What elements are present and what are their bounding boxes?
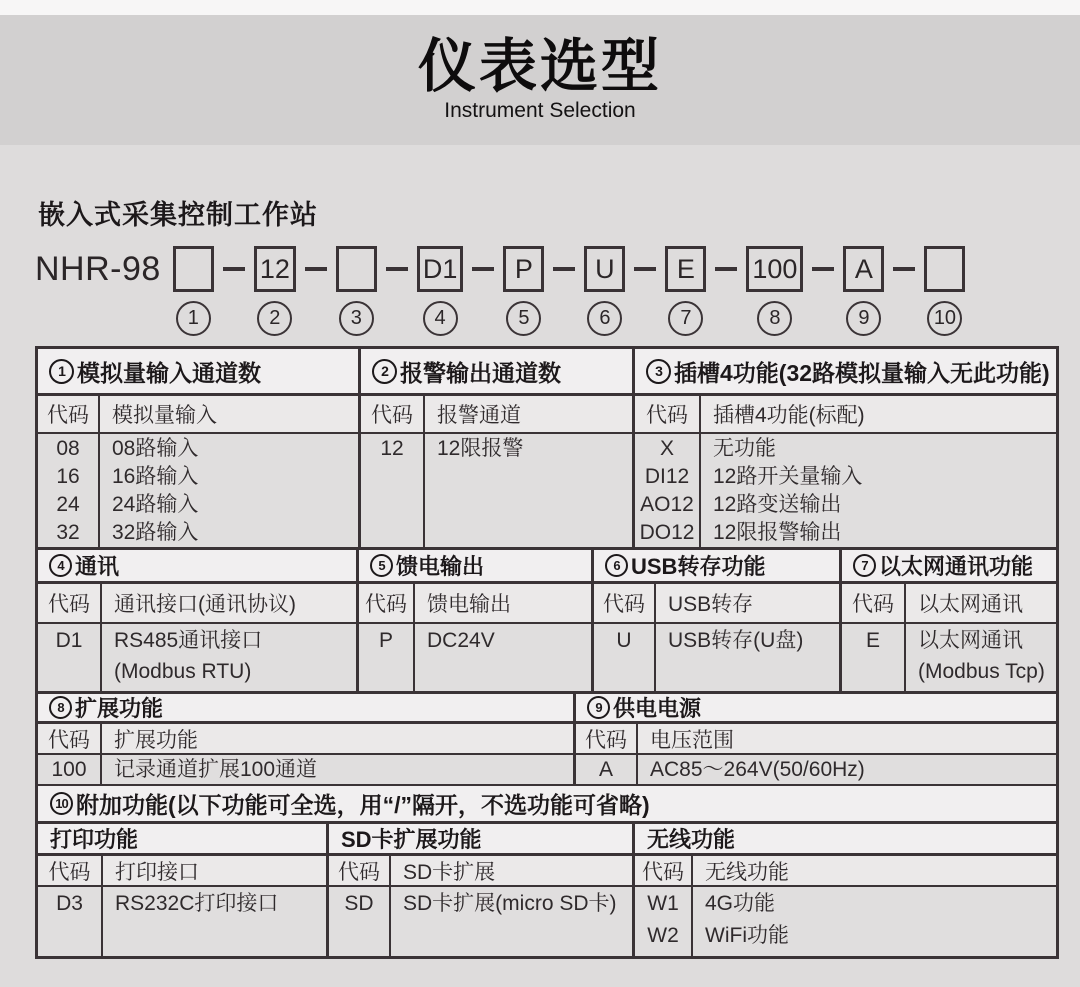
desc-cell: 无功能 [713, 437, 776, 460]
column-header-row [38, 396, 358, 434]
code-cell: DI12 [644, 465, 690, 488]
code-cell: 100 [51, 758, 87, 781]
desc-column [701, 434, 1056, 547]
desc-column [906, 624, 1056, 691]
code-cell: 32 [56, 521, 80, 544]
table-band-1 [38, 349, 1056, 547]
model-code-box: P [503, 246, 544, 292]
section-title [635, 824, 1056, 856]
section-body [38, 887, 326, 956]
code-column [38, 755, 102, 784]
position-number-badge: 4 [423, 301, 458, 336]
section-body [635, 434, 1056, 547]
model-code-box [336, 246, 377, 292]
desc-column-header: 扩展功能 [114, 728, 198, 752]
top-strip [0, 0, 1080, 15]
desc-column-header: 模拟量输入 [112, 404, 217, 427]
code-column-header: 代码 [38, 724, 102, 753]
circled-number-icon: 2 [372, 359, 397, 384]
desc-cell: 12路开关量输入 [713, 465, 863, 488]
desc-cell: 12路变送输出 [713, 493, 842, 516]
section-title-text: 以太网通讯功能 [879, 554, 1034, 579]
section-title-text: 附加功能(以下功能可全选，用“/”隔开，不选功能可省略) [76, 792, 650, 818]
code-cell: SD [344, 892, 374, 915]
column-header-row [38, 856, 326, 887]
section-usb-transfer [591, 550, 839, 691]
column-header-row [329, 856, 632, 887]
model-segment-10 [924, 246, 965, 336]
position-number-badge: 10 [927, 301, 962, 336]
code-column [635, 434, 701, 547]
model-code-box: 12 [254, 246, 296, 292]
section-title [329, 824, 632, 856]
code-cell: D3 [56, 892, 83, 915]
code-column [38, 887, 103, 956]
code-cell: AO12 [640, 493, 694, 516]
desc-cell: 12限报警 [437, 437, 524, 460]
code-column [38, 624, 102, 691]
section-body [329, 887, 632, 956]
section-body [576, 755, 1056, 784]
code-cell: E [865, 629, 880, 652]
code-column [594, 624, 656, 691]
desc-column-header: 电压范围 [650, 728, 734, 752]
page-subtitle: Instrument Selection [444, 98, 636, 122]
model-code-box: 100 [746, 246, 803, 292]
position-number-badge: 1 [176, 301, 211, 336]
model-code-row [35, 246, 1080, 336]
section-body [359, 624, 591, 691]
code-column-header: 代码 [576, 724, 638, 753]
desc-cell: 12限报警输出 [713, 521, 842, 544]
desc-column-header: 馈电输出 [427, 593, 511, 616]
desc-cell: 32路输入 [112, 521, 199, 544]
page-title: 仪表选型 [417, 34, 662, 100]
section-title [594, 550, 839, 584]
circled-number-icon: 1 [49, 359, 74, 384]
section-body [594, 624, 839, 691]
model-segment-8 [746, 246, 803, 336]
dash-separator [305, 267, 327, 271]
table-band-3 [38, 691, 1056, 783]
selection-table [35, 346, 1059, 959]
section-title-text: 通讯 [75, 554, 120, 579]
desc-cell: 08路输入 [112, 437, 199, 460]
section-title [842, 550, 1056, 584]
code-column [359, 624, 415, 691]
code-column [361, 434, 425, 547]
position-number-badge: 2 [257, 301, 292, 336]
model-code-box [173, 246, 214, 292]
circled-number-icon: 5 [370, 554, 393, 577]
section-wireless-function [632, 824, 1056, 956]
code-cell: 08 [56, 437, 80, 460]
header-band [0, 15, 1080, 145]
code-column [635, 887, 693, 956]
code-column [842, 624, 906, 691]
code-column [329, 887, 391, 956]
dash-separator [223, 267, 245, 271]
section-title [38, 550, 356, 584]
code-column-header: 代码 [361, 396, 425, 432]
section-title-text: 无线功能 [647, 827, 736, 852]
code-cell: U [616, 629, 632, 652]
section-title [576, 694, 1056, 724]
column-header-row [576, 724, 1056, 755]
desc-cell: USB转存(U盘) [668, 629, 804, 652]
code-cell: W2 [647, 924, 679, 947]
code-cell: 12 [380, 437, 404, 460]
circled-number-icon: 7 [853, 554, 876, 577]
position-number-badge: 9 [846, 301, 881, 336]
desc-column [415, 624, 591, 691]
circled-number-icon: 9 [587, 696, 610, 719]
model-segment-4 [417, 246, 464, 336]
desc-column-header: 以太网通讯 [918, 593, 1023, 616]
section-title-text: 打印功能 [50, 827, 139, 852]
desc-cell: 记录通道扩展100通道 [114, 758, 318, 781]
desc-column [656, 624, 839, 691]
dash-separator [715, 267, 737, 271]
table-band-2 [38, 547, 1056, 691]
position-number-badge: 8 [757, 301, 792, 336]
dash-separator [812, 267, 834, 271]
dash-separator [553, 267, 575, 271]
section-transmitter-power [356, 550, 591, 691]
section-title-text: 供电电源 [613, 696, 702, 721]
code-column-header: 代码 [635, 396, 701, 432]
section-analog-input-channels [38, 349, 358, 547]
desc-column-header: 打印接口 [115, 860, 199, 884]
desc-column-header: 报警通道 [437, 404, 521, 427]
desc-cell: 16路输入 [112, 465, 199, 488]
column-header-row [635, 856, 1056, 887]
section-title [359, 550, 591, 584]
model-segment-1 [173, 246, 214, 336]
section-title-text: 馈电输出 [396, 554, 485, 579]
position-number-badge: 6 [587, 301, 622, 336]
desc-cell: RS232C打印接口 [115, 892, 279, 915]
model-code-box: U [584, 246, 625, 292]
section-alarm-output-channels [358, 349, 632, 547]
desc-column [638, 755, 1056, 784]
position-number-badge: 7 [668, 301, 703, 336]
code-cell: A [598, 758, 613, 781]
code-cell: 16 [56, 465, 80, 488]
dash-separator [472, 267, 494, 271]
section-body [38, 624, 356, 691]
circled-number-icon: 10 [50, 792, 73, 815]
model-segment-9 [843, 246, 884, 336]
model-segment-7 [665, 246, 706, 336]
code-column-header: 代码 [359, 584, 415, 622]
desc-cell-line2: (Modbus Tcp) [918, 660, 1045, 683]
circled-number-icon: 6 [605, 554, 628, 577]
code-column [38, 434, 100, 547]
section-title [361, 349, 632, 396]
code-column-header: 代码 [38, 584, 102, 622]
section-title [38, 694, 573, 724]
section-title [38, 824, 326, 856]
desc-cell: RS485通讯接口 [114, 629, 263, 652]
column-header-row [635, 396, 1056, 434]
model-code-box: D1 [417, 246, 464, 292]
section-title-text: 插槽4功能(32路模拟量输入无此功能) [674, 359, 1050, 386]
column-header-row [359, 584, 591, 624]
section-sd-card-function [326, 824, 632, 956]
desc-cell: AC85～264V(50/60Hz) [650, 758, 865, 781]
additional-functions-grid [38, 824, 1056, 956]
code-cell: W1 [647, 892, 679, 915]
section-body [842, 624, 1056, 691]
section-body [38, 755, 573, 784]
column-header-row [38, 724, 573, 755]
section-body [361, 434, 632, 547]
code-cell: 24 [56, 493, 80, 516]
section-print-function [38, 824, 326, 956]
code-column-header: 代码 [842, 584, 906, 622]
desc-column [391, 887, 632, 956]
section-body [38, 434, 358, 547]
code-cell: D1 [55, 629, 83, 652]
section-power-supply [573, 694, 1056, 784]
model-segment-5 [503, 246, 544, 336]
section-communication [38, 550, 356, 691]
section-slot4-function [632, 349, 1056, 547]
desc-cell: WiFi功能 [705, 924, 789, 947]
position-number-badge: 3 [339, 301, 374, 336]
desc-cell: SD卡扩展(micro SD卡) [403, 892, 617, 915]
desc-cell: 4G功能 [705, 892, 776, 915]
section-title-text: 模拟量输入通道数 [77, 359, 261, 386]
model-code-box: A [843, 246, 884, 292]
section-title-text: SD卡扩展功能 [341, 827, 482, 852]
product-heading: 嵌入式采集控制工作站 [38, 200, 318, 230]
code-cell: X [659, 437, 674, 460]
position-number-badge: 5 [506, 301, 541, 336]
desc-column-header: USB转存 [668, 593, 754, 616]
desc-cell: DC24V [427, 629, 495, 652]
column-header-row [842, 584, 1056, 624]
column-header-row [594, 584, 839, 624]
dash-separator [893, 267, 915, 271]
desc-column [102, 755, 573, 784]
model-code-box [924, 246, 965, 292]
circled-number-icon: 3 [646, 359, 671, 384]
section-title-text: USB转存功能 [631, 554, 766, 579]
section-title-text: 扩展功能 [75, 696, 164, 721]
desc-column [100, 434, 358, 547]
model-prefix: NHR-98 [35, 250, 161, 288]
dash-separator [634, 267, 656, 271]
column-header-row [38, 584, 356, 624]
circled-number-icon: 4 [49, 554, 72, 577]
desc-column [693, 887, 1056, 956]
table-band-4 [38, 783, 1056, 956]
section-expansion [38, 694, 573, 784]
model-segment-3 [336, 246, 377, 336]
additional-functions-title [38, 786, 1056, 824]
code-column-header: 代码 [38, 396, 100, 432]
desc-cell-line2: (Modbus RTU) [114, 660, 252, 683]
model-segment-6 [584, 246, 625, 336]
code-column-header: 代码 [329, 856, 391, 885]
code-cell: P [378, 629, 393, 652]
desc-column-header: SD卡扩展 [403, 860, 496, 884]
section-title-text: 报警输出通道数 [400, 359, 561, 386]
code-cell: DO12 [639, 521, 695, 544]
section-title [635, 349, 1056, 396]
code-column-header: 代码 [635, 856, 693, 885]
column-header-row [361, 396, 632, 434]
code-column-header: 代码 [594, 584, 656, 622]
desc-cell: 以太网通讯 [918, 629, 1023, 652]
circled-number-icon: 8 [49, 696, 72, 719]
desc-column [102, 624, 356, 691]
desc-column [103, 887, 326, 956]
section-ethernet [839, 550, 1056, 691]
desc-column-header: 无线功能 [705, 860, 789, 884]
section-body [635, 887, 1056, 956]
desc-column-header: 插槽4功能(标配) [713, 404, 865, 427]
desc-column [425, 434, 632, 547]
model-segment-2 [254, 246, 296, 336]
dash-separator [386, 267, 408, 271]
code-column [576, 755, 638, 784]
model-code-box: E [665, 246, 706, 292]
desc-column-header: 通讯接口(通讯协议) [114, 593, 296, 616]
code-column-header: 代码 [38, 856, 103, 885]
section-title [38, 349, 358, 396]
desc-cell: 24路输入 [112, 493, 199, 516]
